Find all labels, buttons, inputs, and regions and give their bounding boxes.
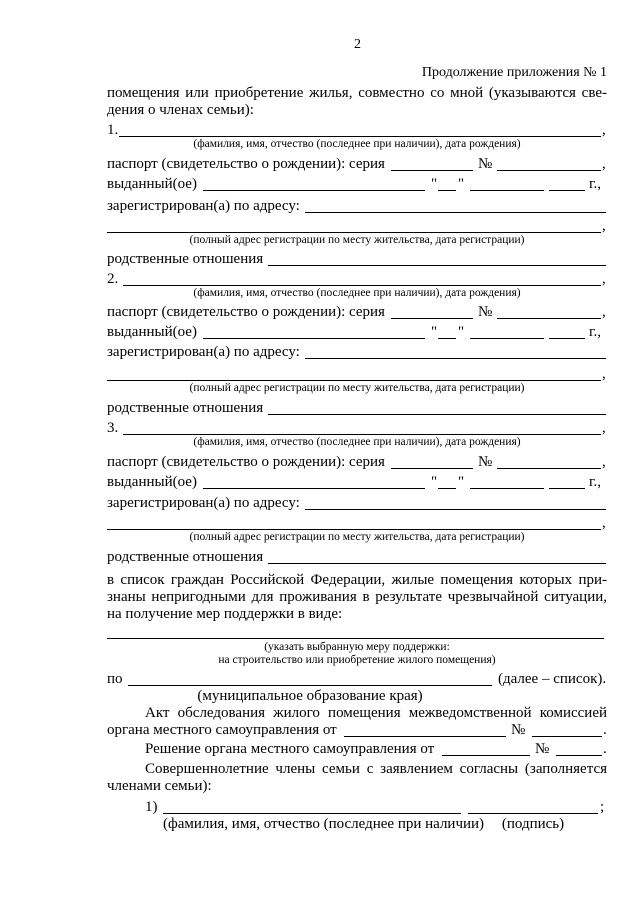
relation-field[interactable] <box>268 563 606 564</box>
issue-day-field[interactable] <box>438 338 456 339</box>
passport-number-field[interactable] <box>497 318 601 319</box>
act-number-field[interactable] <box>532 736 602 737</box>
adult-item-index: 1) <box>145 799 158 815</box>
number-sign: № <box>478 156 493 172</box>
act-period: . <box>603 722 607 738</box>
passport-series-field[interactable] <box>391 170 473 171</box>
decision-period: . <box>603 741 607 757</box>
issue-day-field[interactable] <box>438 488 456 489</box>
adult-sign-caption: (подпись) <box>501 816 565 832</box>
registered-label: зарегистрирован(а) по адресу: <box>107 344 300 360</box>
adult-semicolon: ; <box>600 799 605 815</box>
comma: , <box>602 156 606 172</box>
member-fio-field[interactable] <box>123 434 601 435</box>
adult-fio-field[interactable] <box>163 813 461 814</box>
number-sign: № <box>478 454 493 470</box>
act-line-2: органа местного самоуправления от <box>107 722 337 738</box>
decision-number-field[interactable] <box>556 755 602 756</box>
year-suffix: г., <box>589 324 601 340</box>
decision-date-field[interactable] <box>442 755 530 756</box>
registered-label: зарегистрирован(а) по адресу: <box>107 198 300 214</box>
issue-month-field[interactable] <box>470 488 544 489</box>
passport-label: паспорт (свидетельство о рождении): серия <box>107 304 385 320</box>
support-caption-line-2: на строительство или приобретение жилого помещения) <box>218 654 496 666</box>
issue-year-field[interactable] <box>549 338 585 339</box>
page-number: 2 <box>354 37 361 52</box>
po-prefix: по <box>107 671 123 687</box>
passport-series-field[interactable] <box>391 318 473 319</box>
list-text-line-1: в список граждан Российской Федерации, жилые помещения которых при- <box>107 572 607 588</box>
comma: , <box>602 366 606 382</box>
address-caption: (полный адрес регистрации по месту жительства, дата регистрации) <box>189 382 525 394</box>
municipality-field[interactable] <box>128 685 492 686</box>
quote-close: " <box>458 474 465 490</box>
list-text-line-2: знаны непригодными для проживания в результате чрезвычайной ситуации, <box>107 589 607 605</box>
quote-open: " <box>431 324 438 340</box>
issued-by-field[interactable] <box>203 190 425 191</box>
decision-text: Решение органа местного самоуправления от <box>145 741 435 757</box>
member-index: 3. <box>107 420 119 436</box>
act-line-1: Акт обследования жилого помещения межведомственной комиссией <box>145 705 607 721</box>
address-field[interactable] <box>305 358 606 359</box>
quote-close: " <box>458 324 465 340</box>
list-text-line-3: на получение мер поддержки в виде: <box>107 606 343 622</box>
quote-open: " <box>431 176 438 192</box>
comma: , <box>602 218 606 234</box>
quote-close: " <box>458 176 465 192</box>
issue-year-field[interactable] <box>549 488 585 489</box>
po-suffix: (далее – список). <box>498 671 607 687</box>
passport-number-field[interactable] <box>497 170 601 171</box>
adults-line-2: членами семьи): <box>107 778 212 794</box>
relation-label: родственные отношения <box>107 400 264 416</box>
relation-label: родственные отношения <box>107 251 264 267</box>
year-suffix: г., <box>589 474 601 490</box>
relation-field[interactable] <box>268 265 606 266</box>
support-caption-line-1: (указать выбранную меру поддержки: <box>264 641 450 653</box>
issue-year-field[interactable] <box>549 190 585 191</box>
continuation-label: Продолжение приложения № 1 <box>421 65 607 80</box>
issued-label: выданный(ое) <box>107 474 197 490</box>
fio-caption: (фамилия, имя, отчество (последнее при наличии), дата рождения) <box>193 436 521 448</box>
passport-label: паспорт (свидетельство о рождении): серия <box>107 156 385 172</box>
relation-label: родственные отношения <box>107 549 264 565</box>
passport-series-field[interactable] <box>391 468 473 469</box>
municipality-caption: (муниципальное образование края) <box>197 688 423 704</box>
year-suffix: г., <box>589 176 601 192</box>
address-field-continued[interactable] <box>107 232 601 233</box>
adult-signature-field[interactable] <box>468 813 598 814</box>
act-date-field[interactable] <box>344 736 506 737</box>
member-fio-field[interactable] <box>119 136 601 137</box>
support-measure-field[interactable] <box>107 638 604 639</box>
intro-line-2: дения о членах семьи): <box>107 102 254 118</box>
issue-day-field[interactable] <box>438 190 456 191</box>
member-index: 1. <box>107 122 119 138</box>
passport-label: паспорт (свидетельство о рождении): серия <box>107 454 385 470</box>
number-sign: № <box>478 304 493 320</box>
address-field[interactable] <box>305 212 606 213</box>
comma: , <box>602 454 606 470</box>
registered-label: зарегистрирован(а) по адресу: <box>107 495 300 511</box>
act-number-sign: № <box>511 722 526 738</box>
issued-by-field[interactable] <box>203 488 425 489</box>
comma: , <box>602 304 606 320</box>
address-caption: (полный адрес регистрации по месту жительства, дата регистрации) <box>189 234 525 246</box>
issued-label: выданный(ое) <box>107 324 197 340</box>
comma: , <box>602 420 606 436</box>
issued-by-field[interactable] <box>203 338 425 339</box>
issued-label: выданный(ое) <box>107 176 197 192</box>
comma: , <box>602 122 606 138</box>
decision-number-sign: № <box>535 741 550 757</box>
quote-open: " <box>431 474 438 490</box>
address-caption: (полный адрес регистрации по месту жительства, дата регистрации) <box>189 531 525 543</box>
intro-line-1: помещения или приобретение жилья, совместно со мной (указываются све- <box>107 85 607 101</box>
comma: , <box>602 515 606 531</box>
fio-caption: (фамилия, имя, отчество (последнее при наличии), дата рождения) <box>193 138 521 150</box>
passport-number-field[interactable] <box>497 468 601 469</box>
issue-month-field[interactable] <box>470 338 544 339</box>
address-field-continued[interactable] <box>107 529 601 530</box>
relation-field[interactable] <box>268 414 606 415</box>
adult-fio-caption: (фамилия, имя, отчество (последнее при наличии) <box>163 816 485 832</box>
issue-month-field[interactable] <box>470 190 544 191</box>
fio-caption: (фамилия, имя, отчество (последнее при наличии), дата рождения) <box>193 287 521 299</box>
member-fio-field[interactable] <box>123 285 601 286</box>
comma: , <box>602 271 606 287</box>
member-index: 2. <box>107 271 119 287</box>
address-field[interactable] <box>305 509 606 510</box>
address-field-continued[interactable] <box>107 380 601 381</box>
adults-line-1: Совершеннолетние члены семьи с заявлением согласны (заполняется <box>145 761 607 777</box>
